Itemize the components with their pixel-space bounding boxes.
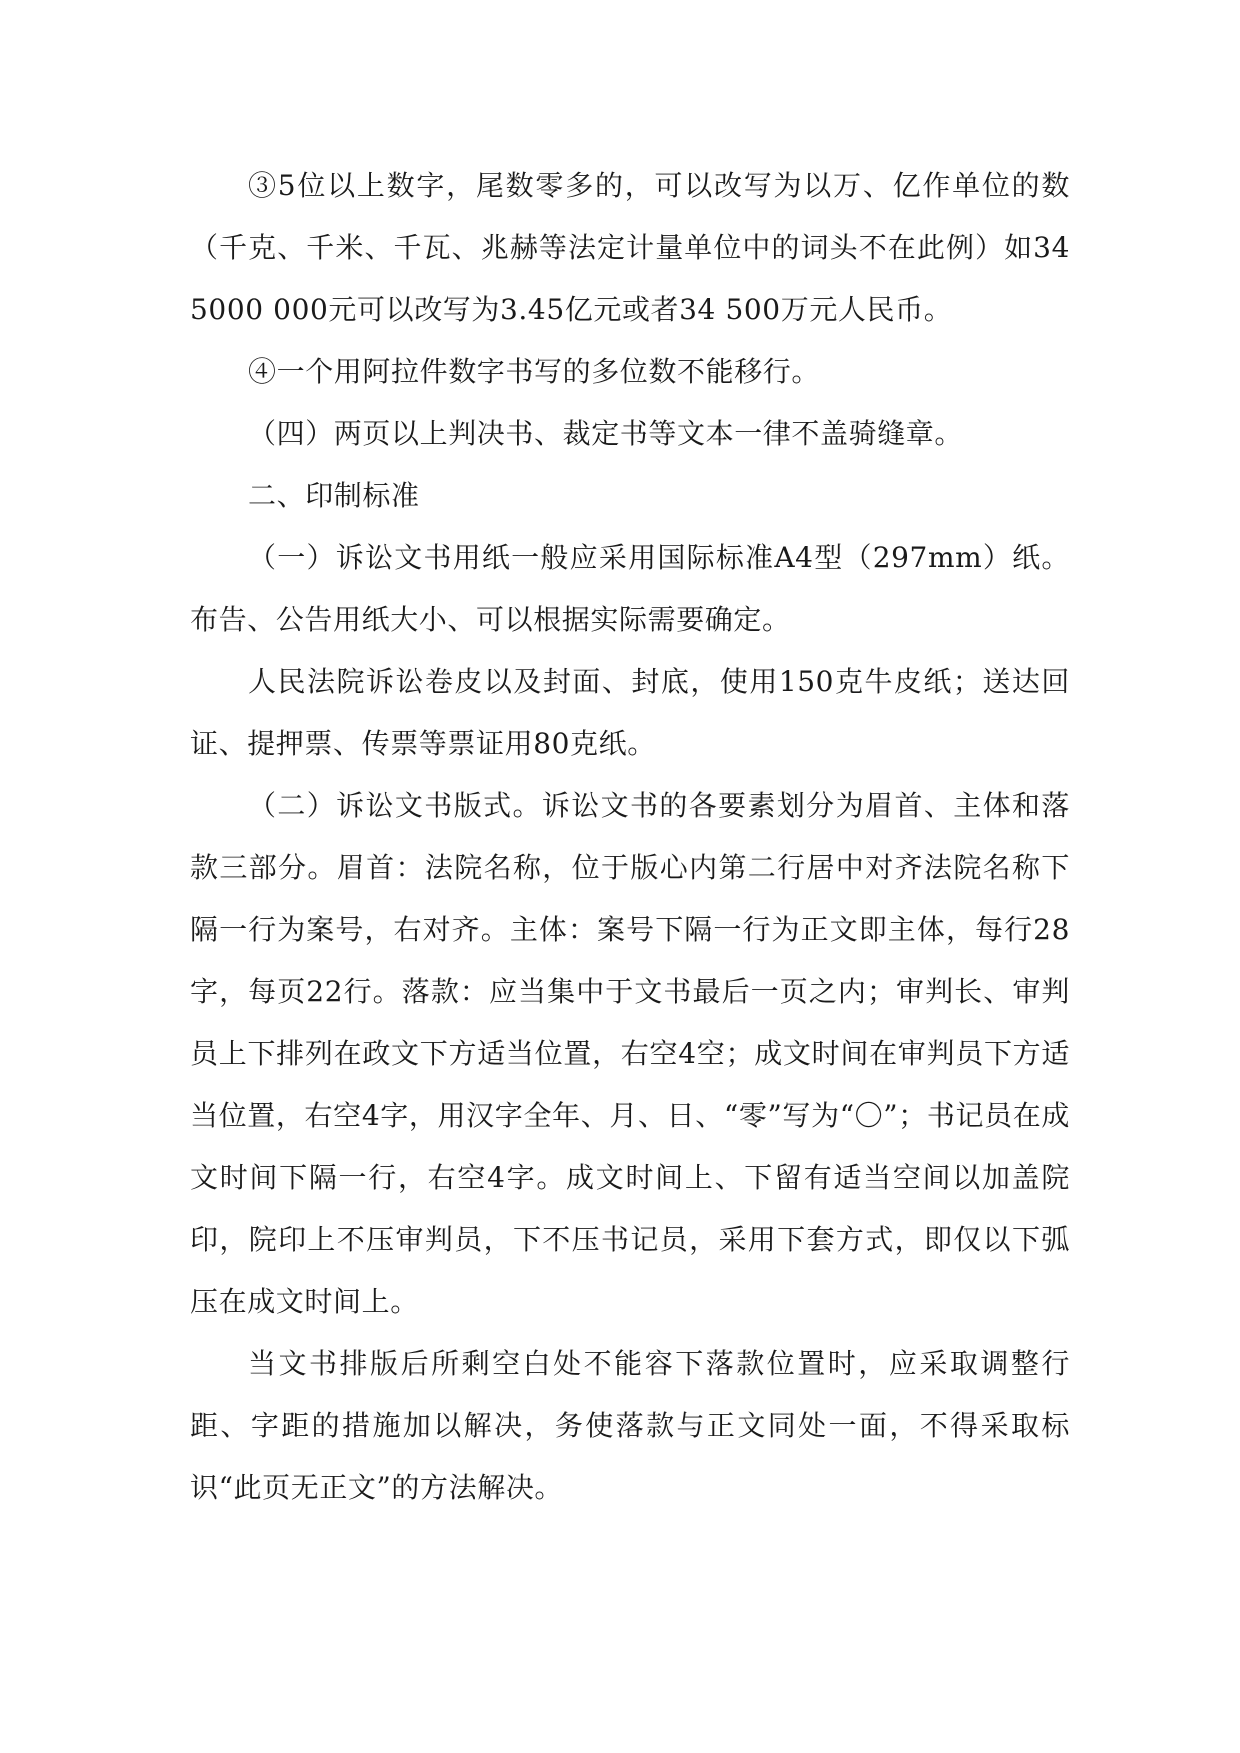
paragraph-document-layout: （二）诉讼文书版式。诉讼文书的各要素划分为眉首、主体和落款三部分。眉首：法院名称，位于版心内第二行居中对齐法院名称下隔一行为案号，右对齐。主体：案号下隔一行为正文即主体，每行28字，每页22行。落款：应当集中于文书最后一页之内；审判长、审判员上下排列在政文下方适当位置，右空4空；成文时间在审判员下方适当位置，右空4字，用汉字全年、月、日、“零”写为“〇”；书记员在成文时间下隔一行，右空4字。成文时间上、下留有适当空间以加盖院印，院印上不压审判员，下不压书记员，采用下套方式，即仅以下弧压在成文时间上。 — [190, 789, 1070, 1318]
paragraph-no-line-break-rule: ④一个用阿拉件数字书写的多位数不能移行。 — [248, 355, 821, 388]
paragraph-paper-weight: 人民法院诉讼卷皮以及封面、封底，使用150克牛皮纸；送达回证、提押票、传票等票证用80克纸。 — [190, 665, 1070, 760]
document-body — [190, 155, 1070, 1519]
paragraph-number-format-rule: ③5位以上数字，尾数零多的，可以改写为以万、亿作单位的数（千克、千米、千瓦、兆赫等法定计量单位中的词头不在此例）如345000 000元可以改写为3.45亿元或者34 500万元人民币。 — [190, 169, 1070, 326]
paragraph-signature-placement: 当文书排版后所剩空白处不能容下落款位置时，应采取调整行距、字距的措施加以解决，务使落款与正文同处一面，不得采取标识“此页无正文”的方法解决。 — [190, 1347, 1070, 1504]
paragraph-paper-size: （一）诉讼文书用纸一般应采用国际标准A4型（297mm）纸。布告、公告用纸大小、可以根据实际需要确定。 — [190, 541, 1070, 636]
paragraph-seal-rule: （四）两页以上判决书、裁定书等文本一律不盖骑缝章。 — [248, 417, 964, 450]
section-heading-printing-standard: 二、印制标准 — [248, 479, 420, 512]
